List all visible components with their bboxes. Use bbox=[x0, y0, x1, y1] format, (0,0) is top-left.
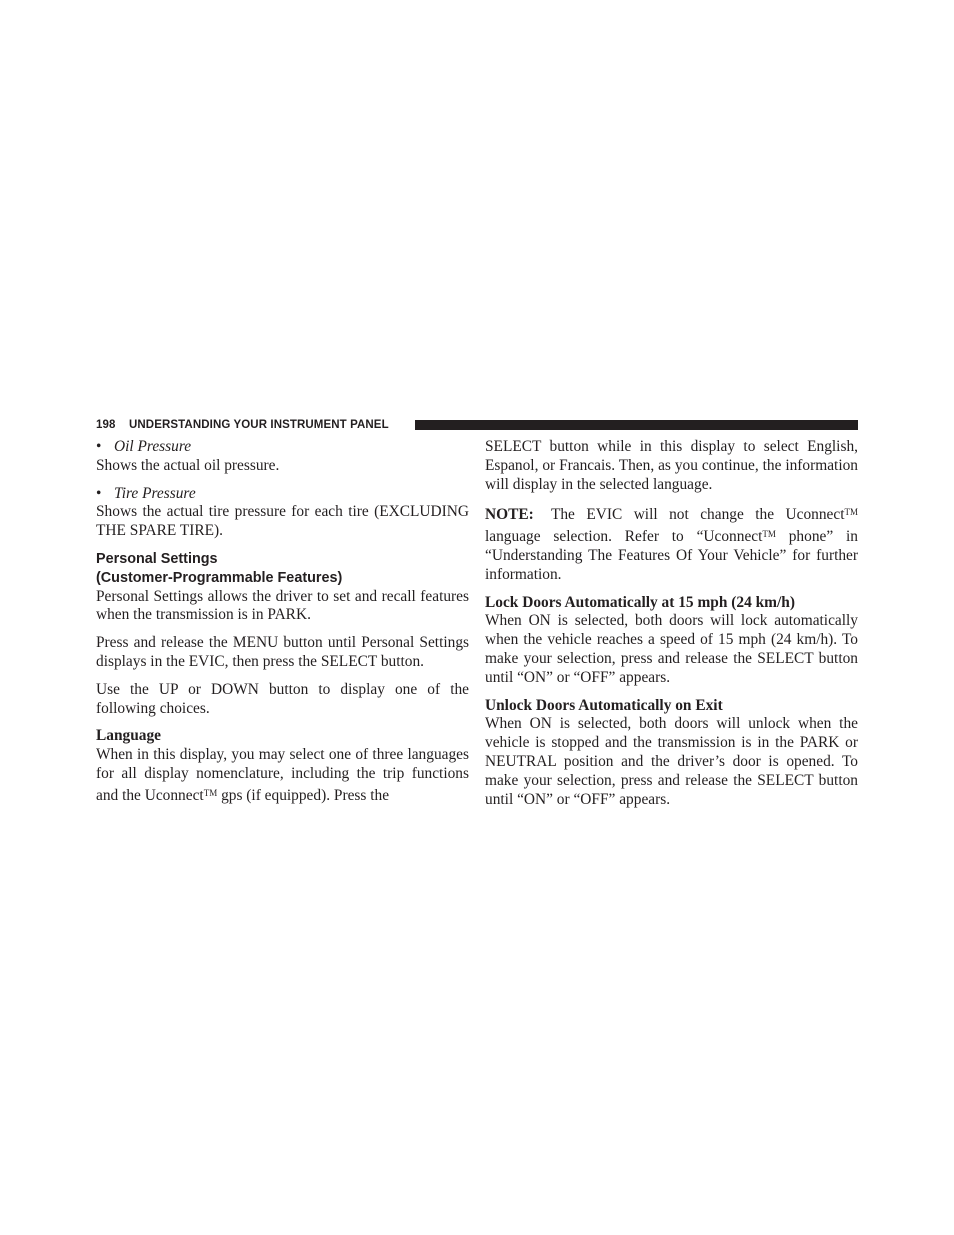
bullet-label: Oil Pressure bbox=[114, 438, 192, 455]
personal-settings-paragraph-2: Press and release the MENU button until Personal Settings displays in the EVIC, then press the SELECT button. bbox=[96, 634, 469, 670]
bullet-icon: • bbox=[96, 438, 102, 455]
lock-doors-heading: Lock Doors Automatically at 15 mph (24 km/h) bbox=[485, 593, 795, 611]
unlock-doors-paragraph: When ON is selected, both doors will unlock when the vehicle is stopped and the transmission is in the PARK or NEUTRAL position and the driver’s door is opened. To make your selection, press and release the SELECT button until “ON” or “OFF” appears. bbox=[485, 715, 858, 808]
note-label: NOTE: bbox=[485, 506, 534, 524]
note-text-3: phone” in “Understanding The Features Of Your Vehicle” for further information. bbox=[485, 528, 858, 583]
language-text-1: When in this display, you may select one of three languages for all display nomenclature, including the trip functions and the Uconnect bbox=[96, 746, 469, 804]
note-text-1: The EVIC will not change the Uconnect bbox=[550, 506, 845, 524]
page-header bbox=[96, 418, 858, 432]
trademark-symbol: TM bbox=[762, 529, 776, 540]
personal-settings-heading bbox=[96, 550, 469, 588]
header-rule bbox=[415, 420, 858, 430]
language-text-2: gps (if equipped). Press the bbox=[221, 786, 390, 804]
page-number: 198 bbox=[96, 419, 116, 431]
trademark-symbol: TM bbox=[203, 787, 218, 798]
heading-line-1: Personal Settings bbox=[96, 550, 218, 567]
note-paragraph bbox=[485, 503, 858, 584]
bullet-label: Tire Pressure bbox=[114, 484, 196, 502]
note-text-2: language selection. Refer to “Uconnect bbox=[485, 528, 763, 546]
left-column bbox=[96, 438, 469, 815]
heading-line-2: (Customer-Programmable Features) bbox=[96, 569, 343, 586]
right-column bbox=[485, 438, 858, 818]
lock-doors-paragraph: When ON is selected, both doors will lock automatically when the vehicle reaches a speed of 15 mph (24 km/h). To make your selection, press and release the SELECT button until “ON” or “OFF” appears. bbox=[485, 612, 858, 686]
language-heading: Language bbox=[96, 727, 161, 745]
trademark-symbol: TM bbox=[844, 507, 858, 518]
bullet-icon: • bbox=[96, 484, 102, 502]
unlock-doors-heading: Unlock Doors Automatically on Exit bbox=[485, 696, 723, 714]
language-paragraph bbox=[96, 746, 469, 805]
oil-pressure-description: Shows the actual oil pressure. bbox=[96, 456, 280, 474]
personal-settings-paragraph-1: Personal Settings allows the driver to set and recall features when the transmission is in PARK. bbox=[96, 587, 469, 624]
personal-settings-paragraph-3: Use the UP or DOWN button to display one of the following choices. bbox=[96, 680, 469, 717]
bullet-item-oil-pressure bbox=[96, 438, 469, 457]
language-continued: SELECT button while in this display to select English, Espanol, or Francais. Then, as you continue, the information will display in the selected language. bbox=[485, 438, 858, 493]
section-title: UNDERSTANDING YOUR INSTRUMENT PANEL bbox=[129, 419, 389, 431]
tire-pressure-description: Shows the actual tire pressure for each tire (EXCLUDING THE SPARE TIRE). bbox=[96, 503, 469, 540]
bullet-item-tire-pressure bbox=[96, 485, 469, 504]
